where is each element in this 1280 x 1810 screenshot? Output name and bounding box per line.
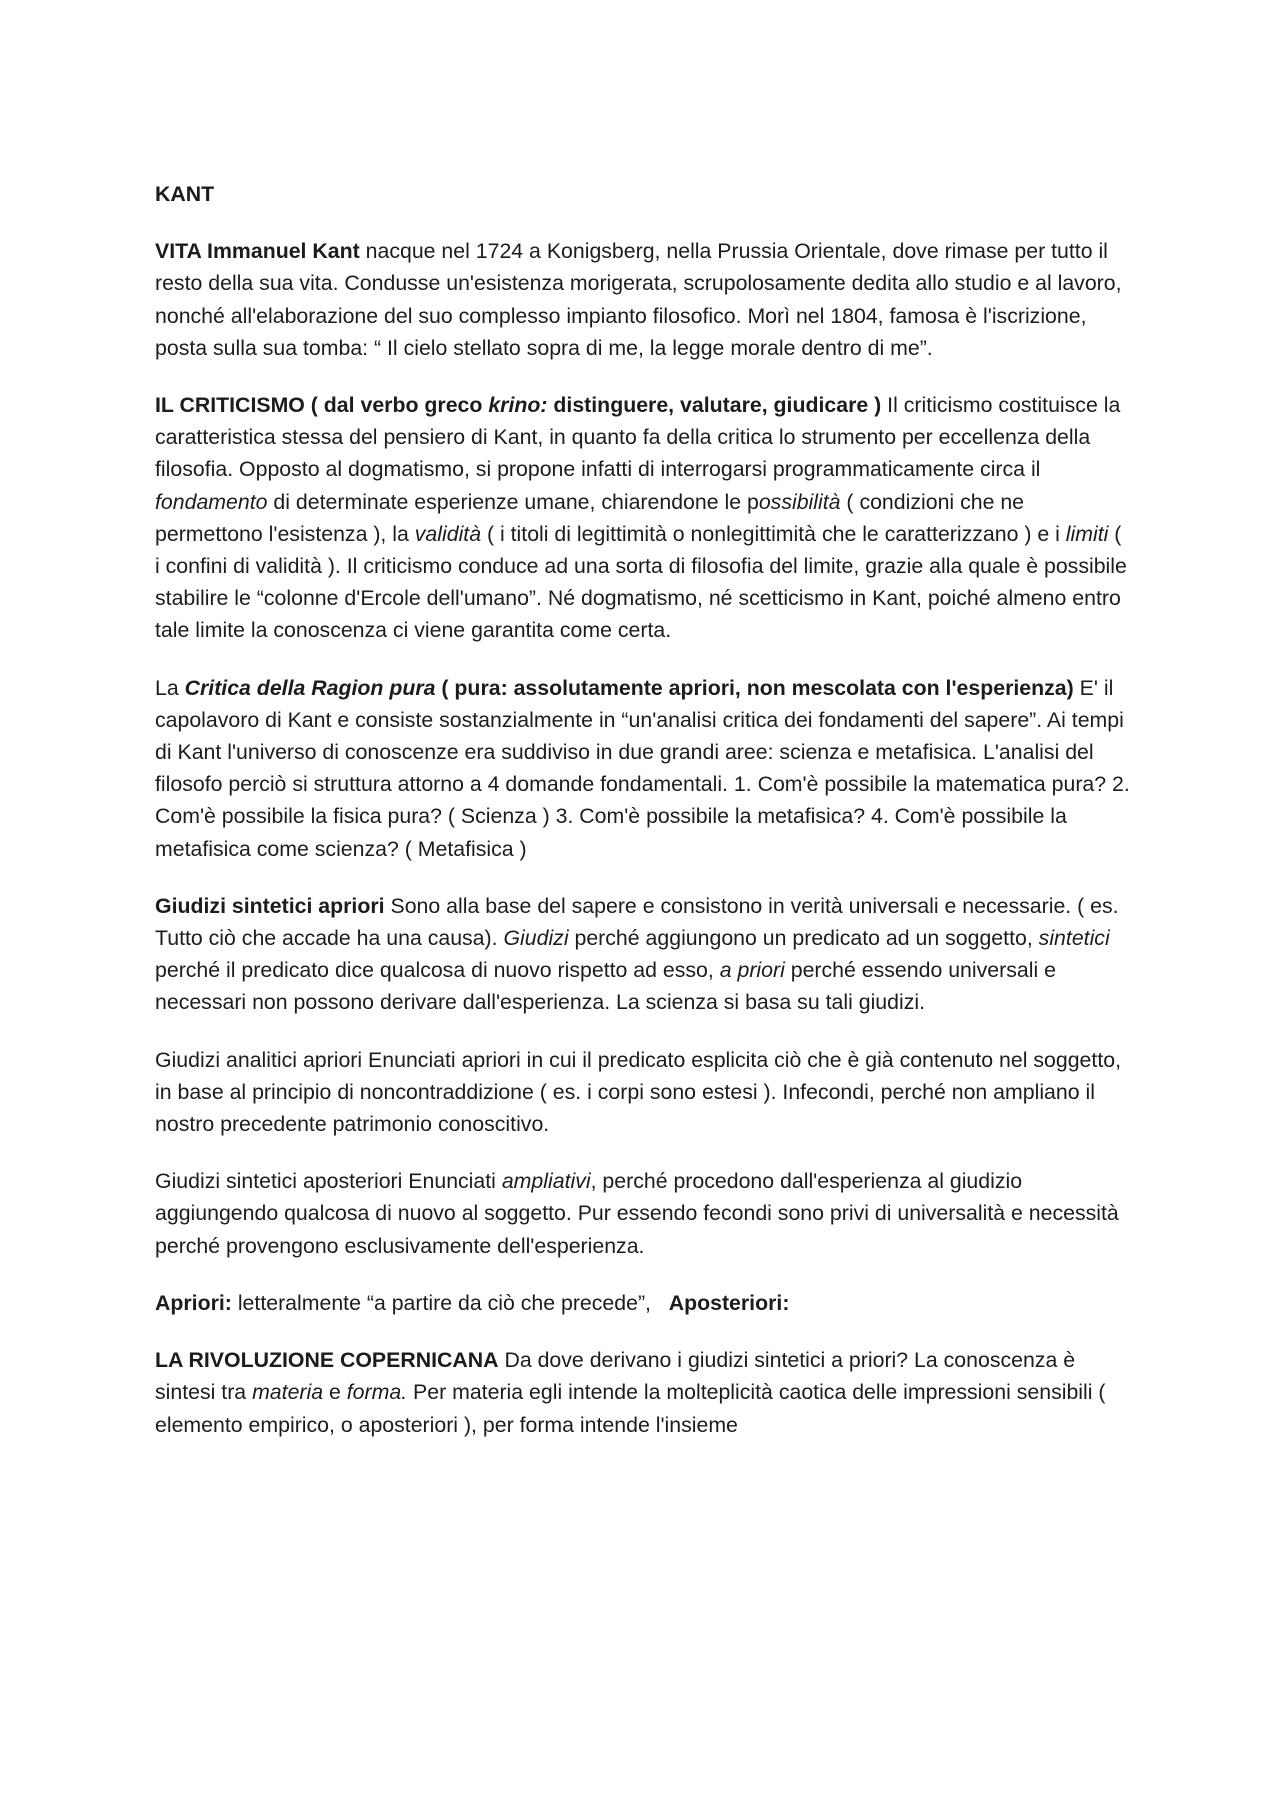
rivoluzione-text: Per materia egli intende la molteplicità caotica delle impressioni sensibili ( elemento empirico, o aposteriori ), per forma intende l'insieme xyxy=(155,1380,1106,1437)
criticismo-text: ( i confini di validità ). Il criticismo conduce ad una sorta di filosofia del limite, grazie alla quale è possibile stabilire le “colonne d'Ercole dell'umano”. Né dogmatismo, né scetticismo in Kant, poiché almeno entro tale limite la conoscenza ci viene garantita come certa. xyxy=(155,521,1127,643)
paragraph-aposteriori xyxy=(155,1165,1130,1262)
paragraph-sintetici-apriori xyxy=(155,890,1130,1019)
sintetici-apriori-label: Giudizi sintetici apriori xyxy=(155,893,385,918)
document-body xyxy=(155,178,1130,1466)
critica-text: La xyxy=(155,675,185,700)
criticismo-label xyxy=(155,393,881,417)
paragraph-vita xyxy=(155,235,1130,364)
criticismo-label-part: distinguere, valutare, giudicare ) xyxy=(547,393,882,418)
paragraph-definizioni xyxy=(155,1287,1130,1319)
aposteriori-text: , perché procedono dall'esperienza al giudizio aggiungendo qualcosa di nuovo al soggetto. Pur essendo fecondi sono privi di universalità e necessità perché provengono esclusivamente dell'esperienza. xyxy=(155,1169,1119,1258)
critica-title-italic: Critica della Ragion pura xyxy=(184,675,436,700)
criticismo-italic: validità xyxy=(414,521,482,546)
criticismo-italic: fondamento xyxy=(155,489,268,514)
criticismo-text: Il criticismo costituisce la caratteristica stessa del pensiero di Kant, in quanto fa della critica lo strumento per eccellenza della filosofia. Opposto al dogmatismo, si propone infatti di interrogarsi programmaticamente circa il xyxy=(155,393,1121,482)
aposteriori-text: Giudizi sintetici aposteriori Enunciati xyxy=(155,1169,502,1194)
rivoluzione-text: e xyxy=(323,1380,347,1405)
sintetici-apriori-italic: sintetici xyxy=(1038,926,1110,951)
paragraph-rivoluzione xyxy=(155,1344,1130,1441)
criticismo-text: ( i titoli di legittimità o nonlegittimità che le caratterizzano ) e i xyxy=(481,521,1066,546)
vita-text: nacque nel 1724 a Konigsberg, nella Prussia Orientale, dove rimase per tutto il resto della sua vita. Condusse un'esistenza morigerata, scrupolosamente dedita allo studio e al lavoro, nonché all'elaborazione del suo complesso impianto filosofico. Morì nel 1804, famosa è l'iscrizione, posta sulla sua tomba: “ Il cielo stellato sopra di me, la legge morale dentro di me”. xyxy=(155,239,1122,360)
sintetici-apriori-text: perché il predicato dice qualcosa di nuovo rispetto ad esso, xyxy=(155,958,720,983)
criticismo-text: di determinate esperienze umane, chiarendone le p xyxy=(267,489,759,514)
paragraph-analitici: Giudizi analitici apriori Enunciati apriori in cui il predicato esplicita ciò che è già contenuto nel soggetto, in base al principio di noncontraddizione ( es. i corpi sono estesi ). Infecondi, perché non ampliano il nostro precedente patrimonio conoscitivo. xyxy=(155,1047,1121,1137)
critica-label: ( pura: assolutamente apriori, non mescolata con l'esperienza) xyxy=(435,675,1074,700)
rivoluzione-italic: materia xyxy=(252,1380,324,1405)
criticismo-italic: ossibilità xyxy=(758,489,841,514)
aposteriori-label: Aposteriori: xyxy=(668,1290,790,1315)
criticismo-text: ( condizioni che ne permettono l'esistenza ), la xyxy=(155,489,1025,546)
rivoluzione-label: LA RIVOLUZIONE COPERNICANA xyxy=(155,1348,499,1373)
vita-label: VITA Immanuel Kant xyxy=(155,239,360,264)
critica-title xyxy=(185,676,1074,700)
sintetici-apriori-text: perché aggiungono un predicato ad un soggetto, xyxy=(568,926,1039,951)
rivoluzione-italic: forma. xyxy=(346,1380,408,1405)
sintetici-apriori-text: Sono alla base del sapere e consistono in verità universali e necessarie. ( es. Tutto ciò che accade ha una causa). xyxy=(155,893,1119,951)
page-title: KANT xyxy=(155,182,215,206)
sintetici-apriori-text: perché essendo universali e necessari non possono derivare dall'esperienza. La scienza si basa su tali giudizi. xyxy=(155,958,1056,1015)
sintetici-apriori-italic: Giudizi xyxy=(503,926,569,951)
criticismo-label-italic: krino: xyxy=(488,393,548,418)
critica-text: E' il capolavoro di Kant e consiste sostanzialmente in “un'analisi critica dei fondamenti del sapere”. Ai tempi di Kant l'universo di conoscenze era suddiviso in due grandi aree: scienza e metafisica. L'analisi del filosofo perciò si struttura attorno a 4 domande fondamentali. 1. Com'è possibile la matematica pura? 2. Com'è possibile la fisica pura? ( Scienza ) 3. Com'è possibile la metafisica? 4. Com'è possibile la metafisica come scienza? ( Metafisica ) xyxy=(155,675,1130,861)
apriori-label: Apriori: xyxy=(155,1290,232,1315)
sintetici-apriori-italic: a priori xyxy=(719,958,785,983)
criticismo-label-part: IL CRITICISMO ( dal verbo greco xyxy=(155,393,489,418)
paragraph-critica xyxy=(155,672,1130,865)
criticismo-italic: limiti xyxy=(1065,521,1109,546)
aposteriori-italic: ampliativi xyxy=(501,1169,591,1194)
apriori-definition: letteralmente “a partire da ciò che precede”, xyxy=(231,1290,669,1315)
rivoluzione-text: Da dove derivano i giudizi sintetici a priori? La conoscenza è sintesi tra xyxy=(155,1348,1076,1405)
paragraph-criticismo xyxy=(155,389,1130,647)
